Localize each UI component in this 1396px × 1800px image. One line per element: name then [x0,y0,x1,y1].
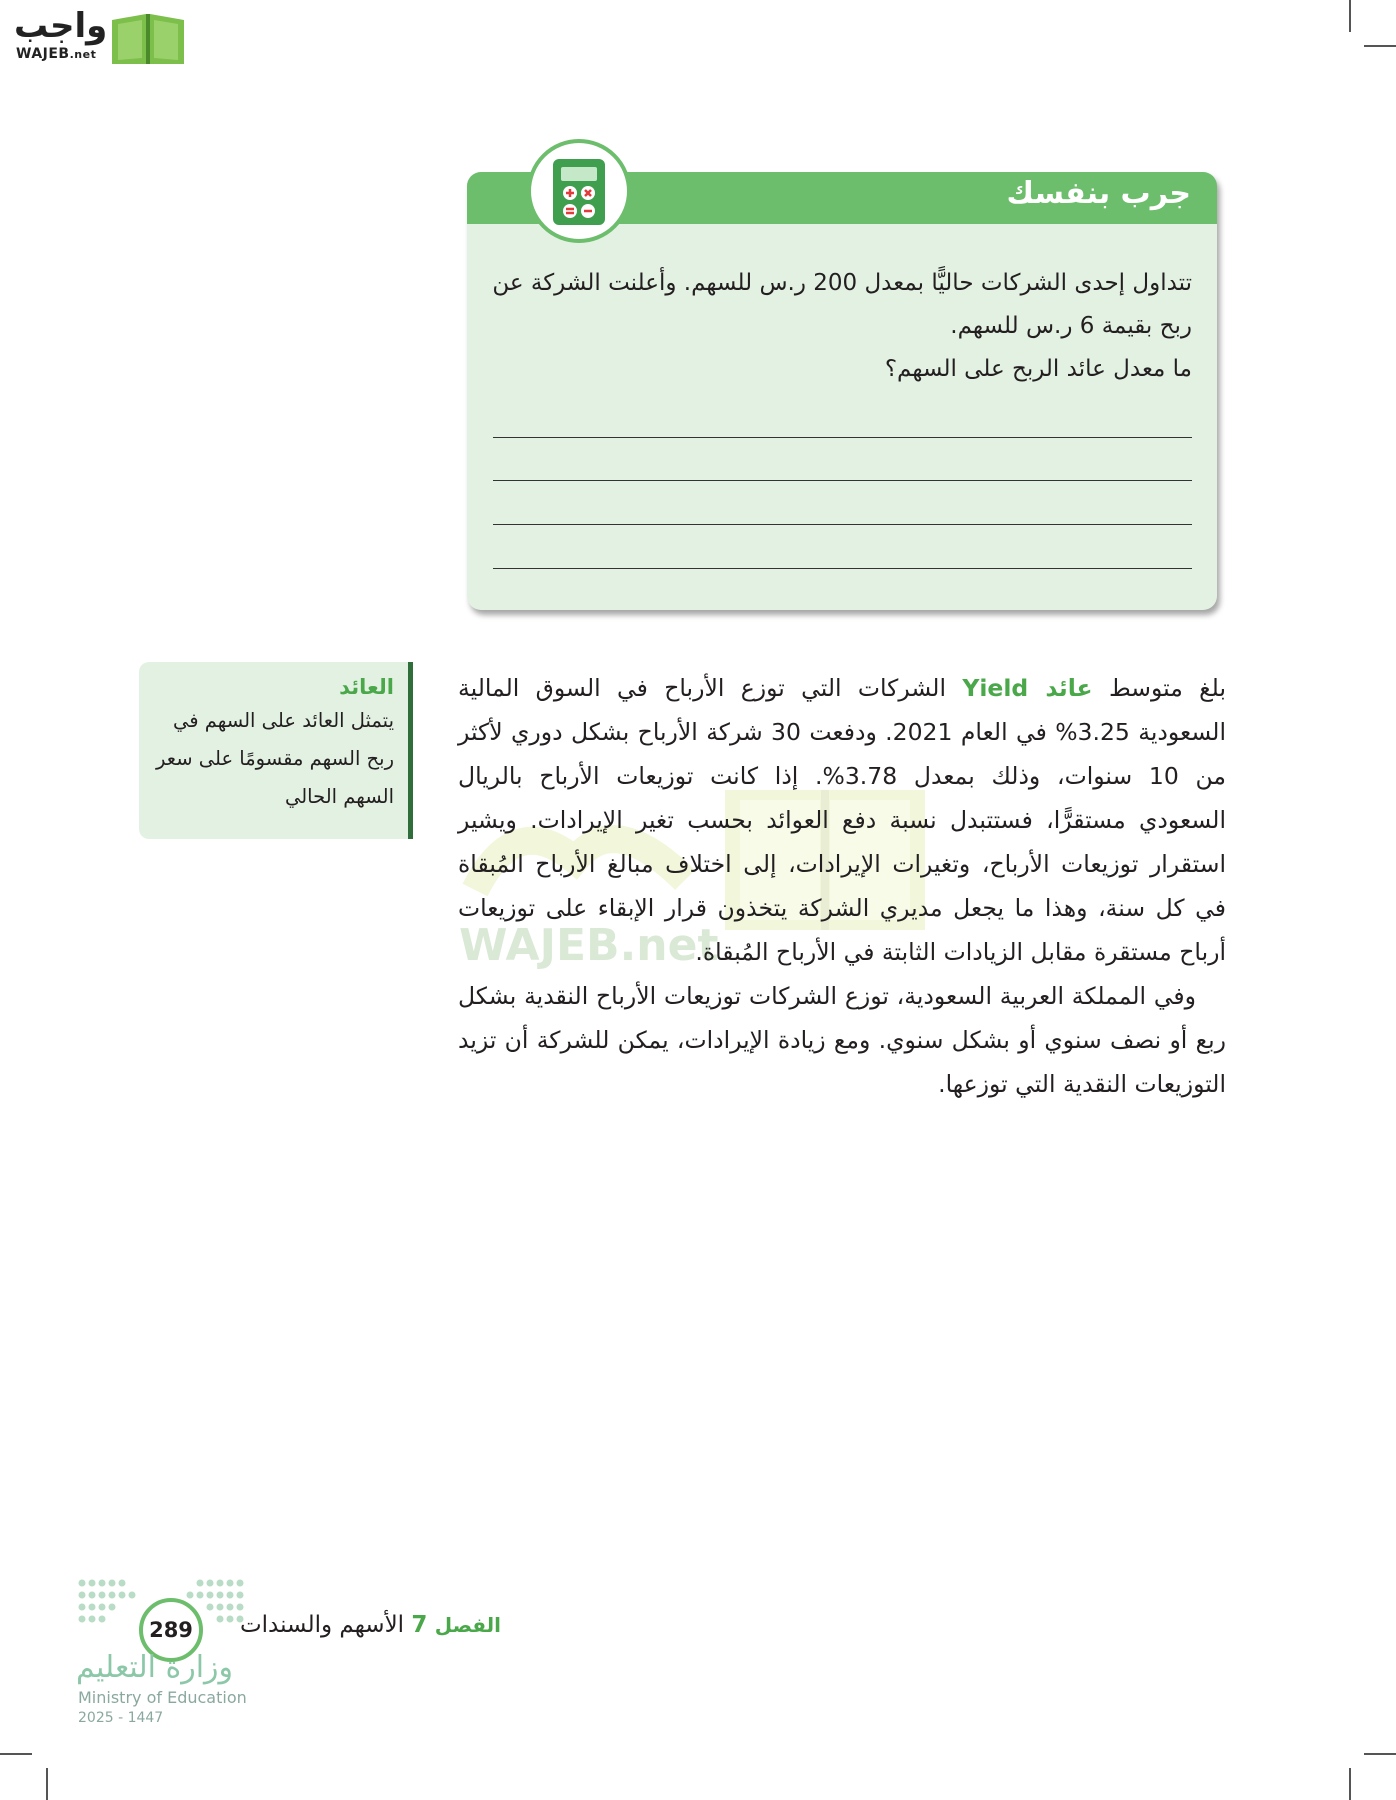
wajeb-logo[interactable] [8,6,190,68]
watermark-text: WAJEB.net [459,920,719,971]
crop-mark [1349,1768,1351,1800]
calculator-badge [527,139,631,243]
try-yourself-title: جرب بنفسك [1006,176,1191,211]
ministry-year: 2025 - 1447 [78,1710,164,1726]
crop-mark [1349,0,1351,32]
try-yourself-question [490,262,1192,391]
answer-line[interactable] [493,437,1192,438]
open-book-icon [108,8,188,68]
question-line: ما معدل عائد الربح على السهم؟ [884,356,1192,382]
chapter-number: 7 [411,1612,428,1638]
question-line: ربح بقيمة 6 ر.س للسهم. [950,313,1192,339]
crop-mark [1364,45,1396,47]
logo-english-text: WAJEB.net [16,46,97,62]
question-line: تتداول إحدى الشركات حاليًّا بمعدل 200 ر.س للسهم. وأعلنت الشركة عن [492,270,1192,296]
crop-mark [1364,1753,1396,1755]
definition-title: العائد [339,675,394,699]
answer-line[interactable] [493,480,1192,481]
logo-arabic-text: واجب [14,6,108,46]
answer-line[interactable] [493,524,1192,525]
page-number: 289 [139,1598,203,1662]
chapter-label: الفصل [434,1613,502,1637]
definition-sidebar [139,662,413,839]
definition-text: يتمثل العائد على السهم في ربح السهم مقسومًا على سعر السهم الحالي [156,709,394,808]
paragraph-saudi-dividends: وفي المملكة العربية السعودية، توزع الشركات توزيعات الأرباح النقدية بشكل ربع أو نصف سنوي أو بشكل سنوي. ومع زيادة الإيرادات، يمكن للشركة أن تزيد التوزيعات النقدية التي توزعها. [458,982,1226,1098]
calculator-icon [531,143,627,239]
main-paragraphs [458,666,1226,1106]
ministry-name-arabic: وزارة التعليم [76,1650,234,1685]
paragraph-yield: بلغ متوسط عائد Yield الشركات التي توزع الأرباح في السوق المالية السعودية 3.25% في العام 2021. ودفعت 30 شركة الأرباح بشكل دوري لأكثر من 10 سنوات، وذلك بمعدل 3.78%. إذا كانت توزيعات الأرباح بالريال السعودي مستقرًّا، فستتبدل نسبة دفع العوائد بحسب تغير الإيرادات. ويشير استقرار توزيعات الأرباح، وتغيرات الإيرادات، إلى اختلاف مبالغ الأرباح المُبقاة في كل سنة، وهذا ما يجعل مديري الشركة يتخذون قرار الإبقاء على توزيعات أرباح مستقرة مقابل الزيادات الثابتة في الأرباح المُبقاة. [458,674,1226,966]
answer-line[interactable] [493,568,1192,569]
ministry-name-english: Ministry of Education [78,1688,247,1707]
yield-term: عائد Yield [962,674,1093,702]
crop-mark [0,1753,32,1755]
crop-mark [46,1768,48,1800]
chapter-footer [240,1612,501,1638]
chapter-title: الأسهم والسندات [240,1612,405,1638]
